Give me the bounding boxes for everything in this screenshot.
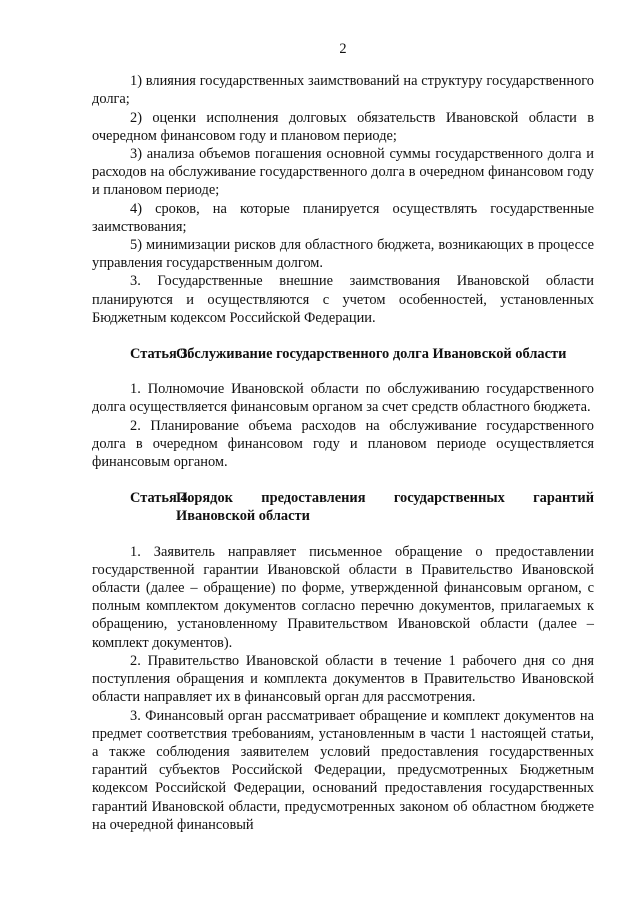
page-number: 2 xyxy=(339,41,347,57)
article-4-paragraph-1: 1. Заявитель направляет письменное обращение о предоставлении государственной гарантии Ивановской области в Правительство Ивановской области (далее – обращение) по форме, утвержденной финансовым органом, с полным комплектом документов согласно перечню документов, прилагаемых к обращению, установленному Правительством Ивановской области (далее – комплект документов). xyxy=(92,543,594,651)
article-3-number: Статья 3. xyxy=(130,346,192,363)
article-4-title: Порядок предоставления государственных гарантий Ивановской области xyxy=(176,490,594,525)
list-item-3: 3) анализа объемов погашения основной суммы государственного долга и расходов на обслуживание государственного долга в очередном финансовом году и плановом периоде; xyxy=(92,146,594,199)
article-4-heading xyxy=(92,489,594,525)
article-3-heading xyxy=(92,345,594,363)
list-item-5: 5) минимизации рисков для областного бюджета, возникающих в процессе управления государственным долгом. xyxy=(92,237,594,272)
article-4-paragraph-2: 2. Правительство Ивановской области в течение 1 рабочего дня со дня поступления обращения и комплекта документов в Правительство Ивановской области направляет их в финансовый орган для рассмотрения. xyxy=(92,652,594,706)
article-3-paragraph-2: 2. Планирование объема расходов на обслуживание государственного долга в очередном финансовом году и плановом периоде осуществляется финансовым органом. xyxy=(92,417,594,471)
list-block xyxy=(92,72,594,327)
article-4-number: Статья 4. xyxy=(130,490,192,507)
paragraph-external-borrowings: 3. Государственные внешние заимствования Ивановской области планируются и осуществляются с учетом особенностей, установленных Бюджетным кодексом Российской Федерации. xyxy=(92,273,594,326)
list-item-4: 4) сроков, на которые планируется осуществлять государственные заимствования; xyxy=(92,200,594,235)
document-page xyxy=(92,40,594,834)
list-item-2: 2) оценки исполнения долговых обязательств Ивановской области в очередном финансовом году и плановом периоде; xyxy=(92,109,594,144)
article-3-paragraph-1: 1. Полномочие Ивановской области по обслуживанию государственного долга осуществляется финансовым органом за счет средств областного бюджета. xyxy=(92,381,594,416)
article-3-title: Обслуживание государственного долга Ивановской области xyxy=(176,346,567,363)
article-4-paragraph-3: 3. Финансовый орган рассматривает обращение и комплект документов на предмет соответствия требованиям, установленным в части 1 настоящей статьи, а также соблюдения заявителем условий предоставления государственных гарантий субъектов Российской Федерации, предусмотренных Бюджетным кодексом Российской Федерации, оснований предоставления государственных гарантий Ивановской области, предусмотренных законом об областном бюджете на очередной финансовый xyxy=(92,707,594,833)
list-item-1: 1) влияния государственных заимствований на структуру государственного долга; xyxy=(92,73,594,108)
